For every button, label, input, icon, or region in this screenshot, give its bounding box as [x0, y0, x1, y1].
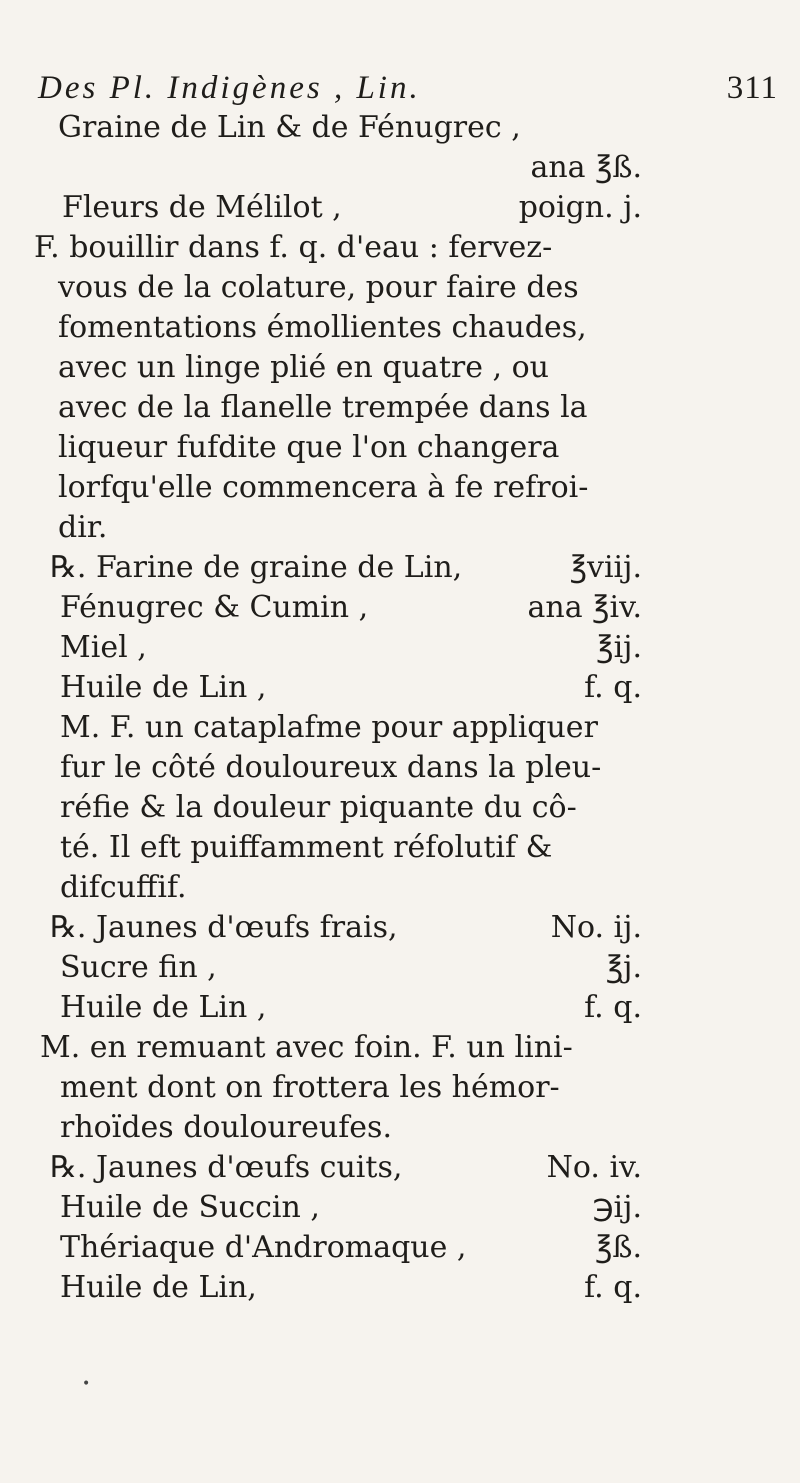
text-line: Graine de Lin & de Fénugrec ,: [58, 110, 521, 145]
text-line: Fleurs de Mélilot ,: [62, 190, 342, 225]
recipe-line: ℞. Jaunes d'œufs cuits,: [50, 1150, 403, 1185]
recipe-line: Huile de Lin ,: [60, 990, 267, 1025]
text-line: difcuffif.: [60, 870, 187, 905]
text-line: rhoïdes douloureufes.: [60, 1110, 392, 1145]
quantity: poign. j.: [518, 190, 642, 225]
recipe-line: Sucre fin ,: [60, 950, 217, 985]
text-line: avec de la flanelle trempée dans la: [58, 390, 588, 425]
text-line: F. bouillir dans f. q. d'eau : fervez-: [34, 230, 553, 265]
recipe-line: Fénugrec & Cumin ,: [60, 590, 369, 625]
text-line: réfie & la douleur piquante du cô-: [60, 790, 577, 825]
recipe-line: Thériaque d'Andromaque ,: [60, 1230, 467, 1265]
recipe-line: Huile de Succin ,: [60, 1190, 320, 1225]
text-line: lorfqu'elle commencera à fe refroi-: [58, 470, 589, 505]
quantity: ana ℥iv.: [527, 590, 642, 625]
quantity: ℥ß.: [595, 1230, 642, 1265]
text-line: ment dont on frottera les hémor-: [60, 1070, 560, 1105]
ink-speck: •: [82, 1376, 91, 1392]
recipe-line: ℞. Jaunes d'œufs frais,: [50, 910, 398, 945]
recipe-line: Huile de Lin ,: [60, 670, 267, 705]
quantity: f. q.: [584, 990, 642, 1025]
text-line: fomentations émollientes chaudes,: [58, 310, 587, 345]
quantity: No. ij.: [550, 910, 642, 945]
running-title: Des Pl. Indigènes , Lin.: [38, 70, 421, 106]
text-line: vous de la colature, pour faire des: [58, 270, 579, 305]
page-number: 311: [726, 70, 778, 106]
text-line: avec un linge plié en quatre , ou: [58, 350, 549, 385]
quantity: ℥viij.: [569, 550, 642, 585]
quantity: ℈ij.: [592, 1190, 642, 1225]
text-line: M. en remuant avec foin. F. un lini-: [40, 1030, 573, 1065]
quantity: ana ℥ß.: [530, 150, 642, 185]
quantity: No. iv.: [546, 1150, 642, 1185]
recipe-line: Huile de Lin,: [60, 1270, 257, 1305]
recipe-line: ℞. Farine de graine de Lin,: [50, 550, 463, 585]
quantity: f. q.: [584, 670, 642, 705]
quantity: ℥ij.: [596, 630, 642, 665]
text-line: fur le côté douloureux dans la pleu-: [60, 750, 602, 785]
text-line: té. Il eft puiffamment réfolutif &: [60, 830, 553, 865]
text-line: liqueur fufdite que l'on changera: [58, 430, 560, 465]
recipe-line: Miel ,: [60, 630, 147, 665]
quantity: f. q.: [584, 1270, 642, 1305]
quantity: ℥j.: [605, 950, 642, 985]
text-line: M. F. un cataplafme pour appliquer: [60, 710, 598, 745]
text-line: dir.: [58, 510, 108, 545]
